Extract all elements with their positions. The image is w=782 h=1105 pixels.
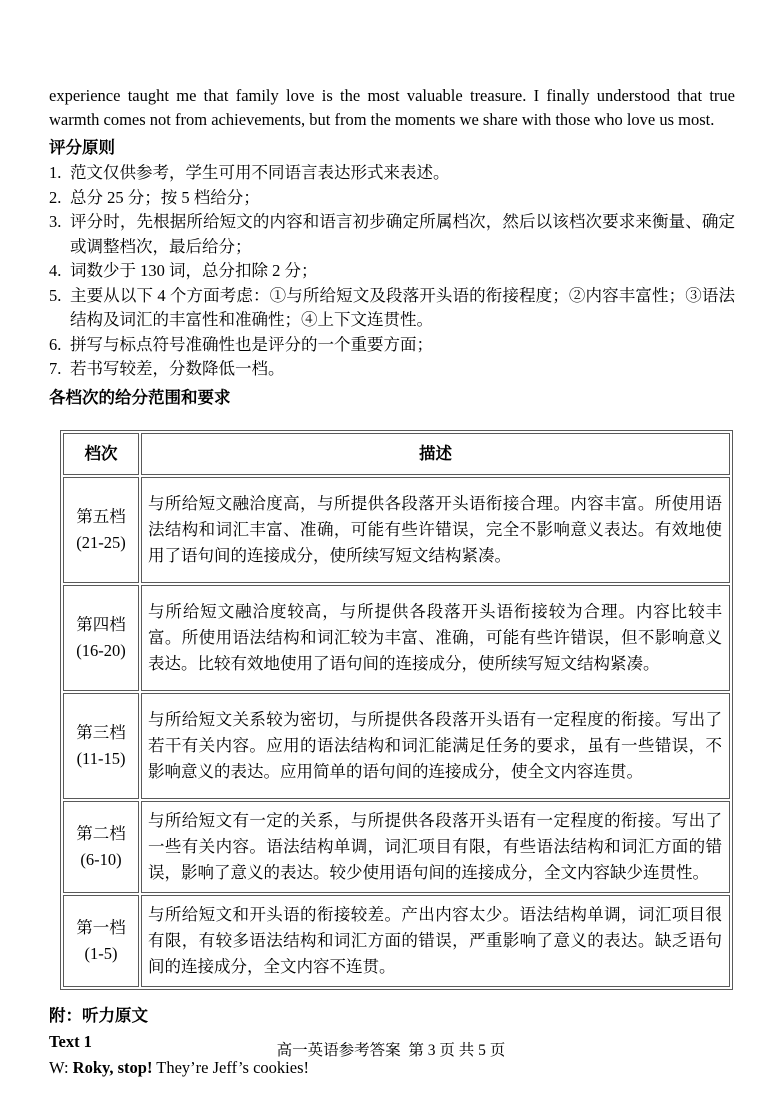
table-header-description: 描述 [141, 433, 730, 475]
principle-text: 词数少于 130 词，总分扣除 2 分； [70, 261, 318, 280]
rubric-row-band2 [63, 801, 730, 893]
level-range: (16-20) [76, 640, 126, 660]
rubric-header-row [63, 433, 730, 475]
level-cell [63, 477, 139, 583]
level-range: (6-10) [80, 849, 122, 869]
rubric-row-band4 [63, 585, 730, 691]
principle-item [49, 210, 735, 259]
rubric-row-band3 [63, 693, 730, 799]
principle-item [49, 161, 735, 186]
dialogue-rest: They’re Jeff’s cookies! [156, 1057, 309, 1077]
level-name: 第二档 [76, 823, 126, 843]
description-cell: 与所给短文和开头语的衔接较差。产出内容太少。语法结构单调，词汇项目很有限，有较多语法结构和词汇方面的错误，严重影响了意义的表达。缺乏语句间的连接成分，全文内容不连贯。 [141, 895, 730, 987]
table-header-level: 档次 [63, 433, 139, 475]
principle-number: 3. [49, 212, 62, 231]
principle-item [49, 259, 735, 284]
principle-item [49, 333, 735, 358]
scoring-principles-list [49, 161, 735, 382]
level-name: 第一档 [76, 917, 126, 937]
speaker-label: W: [49, 1057, 69, 1077]
level-range: (21-25) [76, 532, 126, 552]
dialogue-bold-part: Roky, stop! [72, 1057, 153, 1077]
principle-number: 2. [49, 187, 62, 207]
description-cell: 与所给短文有一定的关系，与所提供各段落开头语有一定程度的衔接。写出了一些有关内容。语法结构单调，词汇项目有限，有些语法结构和词汇方面的错误，影响了意义的表达。较少使用语句间的连接成分，全文内容缺少连贯性。 [141, 801, 730, 893]
level-name: 第五档 [76, 506, 126, 526]
level-cell [63, 801, 139, 893]
level-range: (1-5) [84, 943, 118, 963]
level-cell [63, 585, 139, 691]
essay-paragraph: experience taught me that family love is the most valuable treasure. I finally understood that true warmth comes not from achievements, but from the moments we share with those who love us most. [49, 86, 735, 129]
page-footer: 高一英语参考答案 第 3 页 共 5 页 [276, 1042, 506, 1059]
rubric-heading: 各档次的给分范围和要求 [49, 387, 231, 407]
level-name: 第四档 [76, 614, 126, 634]
rubric-row-band5 [63, 477, 730, 583]
description-cell: 与所给短文关系较为密切，与所提供各段落开头语有一定程度的衔接。写出了若干有关内容。应用的语法结构和词汇能满足任务的要求，虽有一些错误，不影响意义的表达。应用简单的语句间的连接成分，使全文内容连贯。 [141, 693, 730, 799]
principle-text: 若书写较差，分数降低一档。 [70, 359, 285, 378]
level-cell [63, 895, 139, 987]
level-name: 第三档 [76, 722, 126, 742]
principle-text: 范文仅供参考，学生可用不同语言表达形式来表述。 [70, 163, 450, 182]
description-cell: 与所给短文融洽度较高，与所提供各段落开头语衔接较为合理。内容比较丰富。所使用语法结构和词汇较为丰富、准确，可能有些许错误，但不影响意义表达。比较有效地使用了语句间的连接成分，使所续写短文结构紧凑。 [141, 585, 730, 691]
principle-number: 6. [49, 334, 62, 354]
appendix-heading: 附：听力原文 [49, 1005, 148, 1025]
principle-text: 评分时，先根据所给短文的内容和语言初步确定所属档次，然后以该档次要求来衡量、确定或调整档次，最后给分； [70, 212, 735, 256]
scoring-principles-heading: 评分原则 [49, 138, 115, 157]
level-cell [63, 693, 139, 799]
rubric-table [60, 430, 733, 990]
principle-number: 4. [49, 261, 62, 280]
text1-heading: Text 1 [49, 1031, 92, 1051]
principle-item [49, 186, 735, 211]
principle-item [49, 357, 735, 382]
principle-text: 拼写与标点符号准确性也是评分的一个重要方面； [70, 334, 433, 354]
principle-text: 总分 25 分；按 5 档给分； [70, 187, 260, 207]
principle-number: 7. [49, 359, 62, 378]
principle-item [49, 284, 735, 333]
principle-number: 5. [49, 285, 62, 305]
principle-number: 1. [49, 163, 62, 182]
principle-text: 主要从以下 4 个方面考虑：①与所给短文及段落开头语的衔接程度；②内容丰富性；③语法结构及词汇的丰富性和准确性；④上下文连贯性。 [70, 285, 735, 329]
level-range: (11-15) [76, 748, 126, 768]
rubric-row-band1 [63, 895, 730, 987]
description-cell: 与所给短文融洽度高，与所提供各段落开头语衔接合理。内容丰富。所使用语法结构和词汇丰富、准确，可能有些许错误，完全不影响意义表达。有效地使用了语句间的连接成分，使所续写短文结构紧凑。 [141, 477, 730, 583]
